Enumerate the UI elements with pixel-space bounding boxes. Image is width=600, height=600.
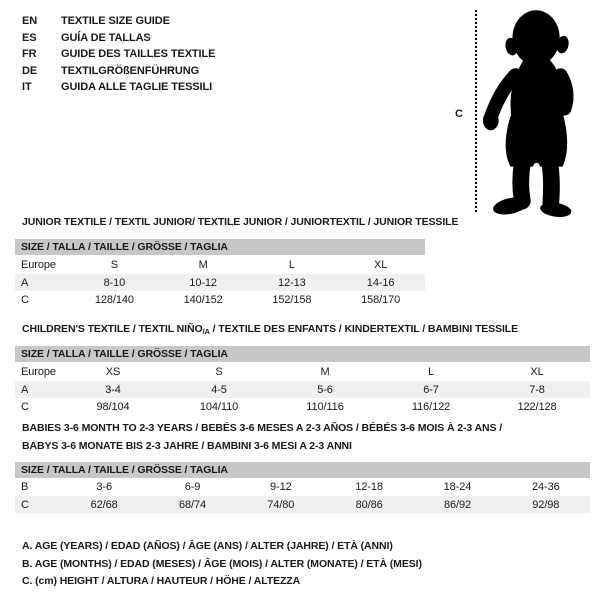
junior-table-header: SIZE / TALLA / TAILLE / GRÖSSE / TAGLIA: [15, 239, 425, 255]
babies-row-c: [15, 496, 590, 513]
children-size-table: [15, 346, 590, 416]
value-cell: 6-9: [184, 481, 201, 493]
legend-notes: [22, 538, 422, 591]
row-label: A: [21, 276, 29, 289]
value-cell: 110/116: [306, 401, 344, 413]
note-height: C. (cm) HEIGHT / ALTURA / HAUTEUR / HÖHE / ALTEZZA: [22, 575, 301, 587]
value-cell: 7-8: [529, 383, 545, 396]
baby-silhouette: [480, 6, 598, 218]
language-code: EN: [22, 15, 38, 28]
value-cell: 9-12: [270, 481, 292, 493]
babies-section-heading: [22, 419, 582, 455]
note-age-years: A. AGE (YEARS) / EDAD (AÑOS) / ÂGE (ANS) / ALTER (JAHRE) / ETÀ (ANNI): [22, 540, 393, 552]
size-cell: XL: [373, 258, 388, 271]
value-cell: 10-12: [189, 276, 217, 289]
value-cell: 4-5: [211, 383, 227, 396]
children-section-heading: [22, 320, 582, 341]
size-cell: M: [320, 365, 330, 378]
value-cell: 6-7: [423, 383, 439, 396]
children-heading-prefix: CHILDREN'S TEXTILE / TEXTIL NIÑO: [22, 323, 203, 335]
language-code: IT: [22, 81, 32, 94]
height-c-label: C: [455, 108, 463, 120]
value-cell: 80/86: [355, 498, 383, 511]
value-cell: 86/92: [443, 498, 471, 511]
size-cell: XS: [105, 365, 121, 378]
value-cell: 18-24: [443, 481, 472, 493]
size-cell: L: [288, 258, 295, 271]
value-cell: 98/104: [96, 401, 130, 413]
language-title: GUIDE DES TAILLES TEXTILE: [61, 48, 216, 61]
size-cell: M: [198, 258, 208, 271]
language-title: TEXTILE SIZE GUIDE: [61, 15, 170, 28]
size-cell: XL: [530, 365, 544, 378]
value-cell: 14-16: [366, 276, 395, 289]
language-code: ES: [22, 31, 37, 44]
value-cell: 24-36: [531, 481, 560, 493]
language-title: TEXTILGRÖßENFÜHRUNG: [61, 64, 200, 77]
value-cell: 3-4: [105, 383, 121, 396]
value-cell: 68/74: [178, 498, 206, 511]
junior-section-heading: JUNIOR TEXTILE / TEXTIL JUNIOR/ TEXTILE JUNIOR / JUNIORTEXTIL / JUNIOR TESSILE: [22, 216, 459, 228]
size-cell: L: [427, 365, 435, 378]
value-cell: 116/122: [411, 401, 451, 413]
region-label: Europe: [21, 258, 56, 271]
language-code: FR: [22, 48, 37, 61]
junior-size-table: [15, 239, 425, 309]
value-cell: 128/140: [94, 294, 134, 306]
children-row-a: [15, 381, 590, 398]
height-dotted-line: [475, 10, 477, 212]
row-label: B: [21, 481, 29, 493]
language-title: GUIDA ALLE TAGLIE TESSILI: [61, 81, 213, 94]
value-cell: 5-6: [317, 383, 333, 396]
row-label: C: [21, 401, 29, 413]
babies-table-header: SIZE / TALLA / TAILLE / GRÖSSE / TAGLIA: [15, 462, 590, 478]
babies-size-table: [15, 462, 590, 513]
babies-heading-line2: BABYS 3-6 MONATE BIS 2-3 JAHRE / BAMBINI 3-6 MESI A 2-3 ANNI: [22, 440, 352, 452]
language-title: GUÍA DE TALLAS: [61, 31, 151, 44]
junior-row-europe: [15, 255, 425, 274]
region-label: Europe: [21, 365, 56, 378]
babies-row-b: [15, 478, 590, 496]
value-cell: 122/128: [517, 401, 557, 413]
language-row-it: [22, 79, 215, 96]
language-code: DE: [22, 64, 38, 77]
row-label: A: [21, 383, 29, 396]
babies-heading-line1: BABIES 3-6 MONTH TO 2-3 YEARS / BEBÉS 3-6 MESES A 2-3 AÑOS / BÉBÉS 3-6 MOIS À 2-3 ANS /: [22, 422, 503, 434]
junior-row-a: [15, 274, 425, 291]
language-title-block: [22, 13, 215, 96]
value-cell: 92/98: [532, 498, 560, 511]
language-row-fr: [22, 46, 215, 63]
language-row-en: [22, 13, 215, 30]
value-cell: 74/80: [267, 498, 295, 511]
row-label: C: [21, 498, 29, 511]
language-row-es: [22, 30, 215, 47]
children-table-header: SIZE / TALLA / TAILLE / GRÖSSE / TAGLIA: [15, 346, 590, 362]
junior-row-c: [15, 291, 425, 309]
value-cell: 3-6: [96, 481, 112, 493]
value-cell: 158/170: [361, 294, 401, 306]
value-cell: 152/158: [272, 294, 312, 306]
size-cell: S: [215, 365, 223, 378]
children-row-europe: [15, 362, 590, 381]
value-cell: 12-18: [355, 481, 383, 493]
children-row-c: [15, 398, 590, 416]
note-age-months: B. AGE (MONTHS) / EDAD (MESES) / ÂGE (MOIS) / ALTER (MONATE) / ETÀ (MESI): [22, 557, 422, 570]
value-cell: 8-10: [103, 276, 126, 289]
size-cell: S: [110, 258, 118, 271]
value-cell: 12-13: [278, 276, 306, 289]
value-cell: 104/110: [199, 401, 239, 413]
row-label: C: [21, 294, 29, 306]
value-cell: 140/152: [183, 294, 223, 306]
language-row-de: [22, 63, 215, 80]
children-heading-subscript: /A: [202, 327, 210, 336]
children-heading-suffix: / TEXTILE DES ENFANTS / KINDERTEXTIL / BAMBINI TESSILE: [209, 323, 519, 335]
value-cell: 62/68: [90, 498, 118, 511]
